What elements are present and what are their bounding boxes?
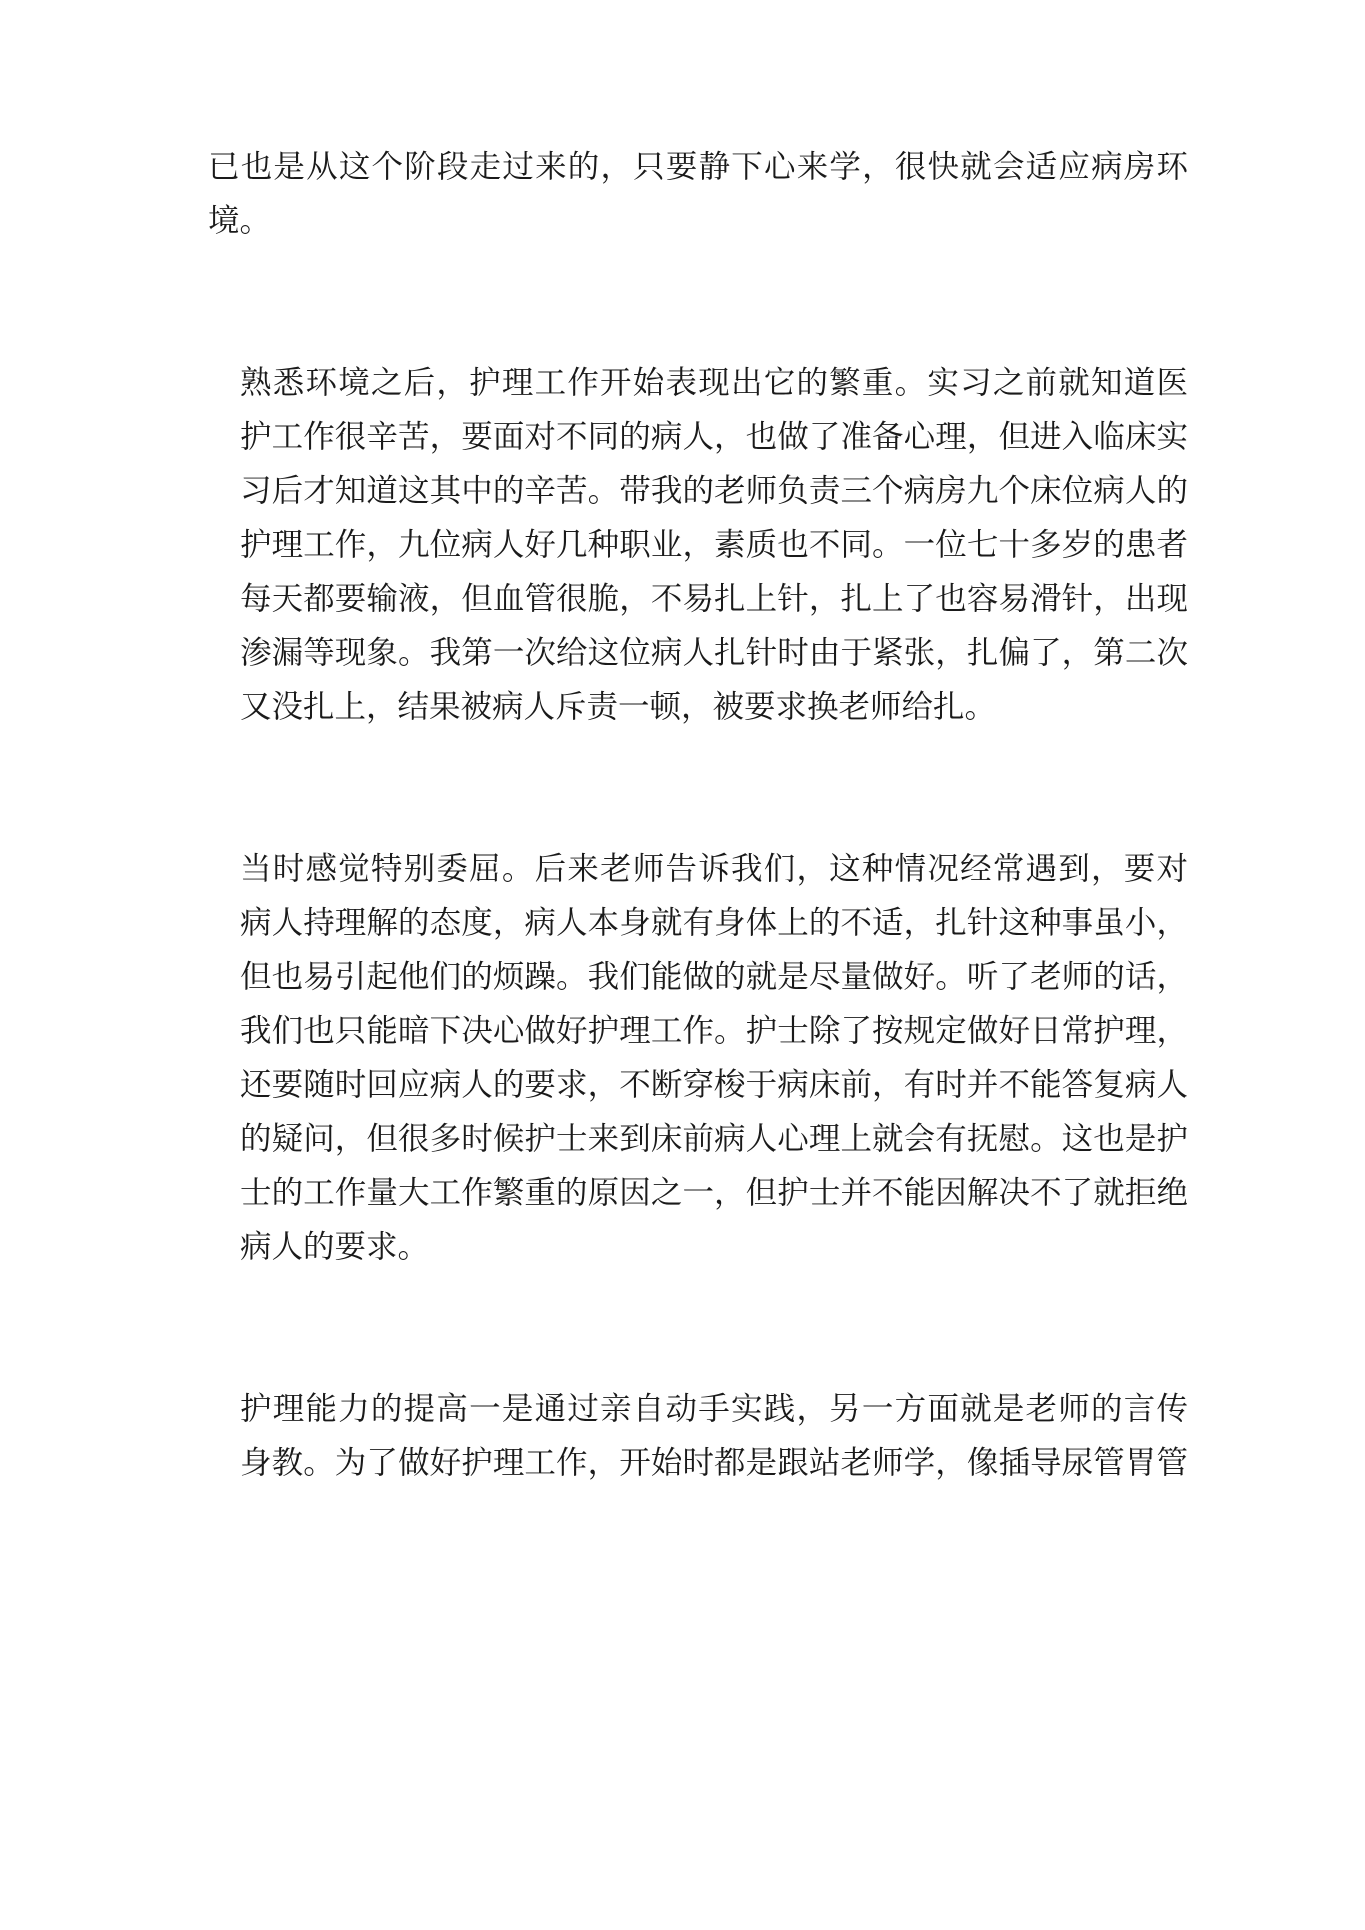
text-line: 当时感觉特别委屈。后来老师告诉我们，这种情况经常遇到，要对 xyxy=(240,851,1188,887)
paragraph-1 xyxy=(208,140,1188,248)
text-line: 护理能力的提高一是通过亲自动手实践，另一方面就是老师的言传 xyxy=(240,1391,1188,1427)
text-line: 已也是从这个阶段走过来的，只要静下心来学，很快就会适应病房环 xyxy=(208,149,1188,185)
text-line: 每天都要输液，但血管很脆，不易扎上针，扎上了也容易滑针，出现 xyxy=(240,581,1188,617)
text-line: 又没扎上，结果被病人斥责一顿，被要求换老师给扎。 xyxy=(240,689,997,725)
text-line: 护理工作，九位病人好几种职业，素质也不同。一位七十多岁的患者 xyxy=(240,527,1188,563)
paragraph-2 xyxy=(208,356,1188,734)
text-line: 病人持理解的态度，病人本身就有身体上的不适，扎针这种事虽小， xyxy=(240,905,1188,941)
text-line: 护工作很辛苦，要面对不同的病人，也做了准备心理，但进入临床实 xyxy=(240,419,1188,455)
text-line: 还要随时回应病人的要求，不断穿梭于病床前，有时并不能答复病人 xyxy=(240,1067,1188,1103)
paragraph-4 xyxy=(208,1382,1188,1490)
text-line: 士的工作量大工作繁重的原因之一，但护士并不能因解决不了就拒绝 xyxy=(240,1175,1188,1211)
text-line: 的疑问，但很多时候护士来到床前病人心理上就会有抚慰。这也是护 xyxy=(240,1121,1188,1157)
text-line: 熟悉环境之后，护理工作开始表现出它的繁重。实习之前就知道医 xyxy=(240,365,1188,401)
text-line: 但也易引起他们的烦躁。我们能做的就是尽量做好。听了老师的话， xyxy=(240,959,1188,995)
text-line: 病人的要求。 xyxy=(240,1229,430,1265)
document-body xyxy=(208,140,1188,1598)
text-line: 渗漏等现象。我第一次给这位病人扎针时由于紧张，扎偏了，第二次 xyxy=(240,635,1188,671)
text-line: 我们也只能暗下决心做好护理工作。护士除了按规定做好日常护理， xyxy=(240,1013,1188,1049)
paragraph-3 xyxy=(208,842,1188,1274)
text-line: 身教。为了做好护理工作，开始时都是跟站老师学，像插导尿管胃管 xyxy=(240,1445,1188,1481)
text-line: 境。 xyxy=(208,203,272,239)
text-line: 习后才知道这其中的辛苦。带我的老师负责三个病房九个床位病人的 xyxy=(240,473,1188,509)
